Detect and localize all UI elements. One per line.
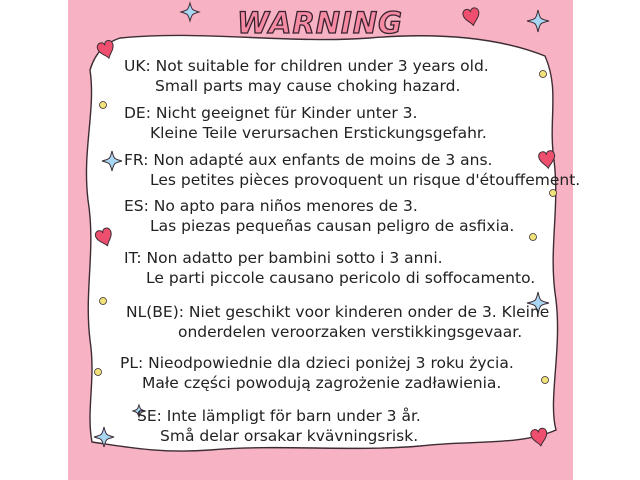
- dot-icon: [542, 377, 549, 384]
- warning-title: WARNING: [237, 6, 403, 40]
- warning-uk-line2: Small parts may cause choking hazard.: [155, 77, 461, 95]
- warning-pl-line2: Małe części powodują zagrożenie zadławienia.: [142, 374, 502, 392]
- warning-es-line2: Las piezas pequeñas causan peligro de asfixia.: [150, 217, 515, 235]
- warning-se-line2: Små delar orsakar kvävningsrisk.: [160, 427, 419, 445]
- warning-nl-line1: NL(BE): Niet geschikt voor kinderen onder de 3. Kleine: [126, 303, 550, 321]
- dot-icon: [100, 102, 107, 109]
- dot-icon: [100, 298, 107, 305]
- dot-icon: [540, 71, 547, 78]
- warning-uk-line1: UK: Not suitable for children under 3 years old.: [124, 57, 489, 75]
- warning-es-line1: ES: No apto para niños menores de 3.: [124, 197, 418, 215]
- warning-se-line1: SE: Inte lämpligt för barn under 3 år.: [137, 407, 421, 425]
- dot-icon: [550, 190, 557, 197]
- warning-it-line2: Le parti piccole causano pericolo di soffocamento.: [146, 269, 536, 287]
- dot-icon: [95, 369, 102, 376]
- warning-fr-line1: FR: Non adapté aux enfants de moins de 3 ans.: [124, 151, 493, 169]
- dot-icon: [530, 234, 537, 241]
- warning-de-line2: Kleine Teile verursachen Erstickungsgefahr.: [150, 124, 487, 142]
- warning-de-line1: DE: Nicht geeignet für Kinder unter 3.: [124, 104, 418, 122]
- warning-it-line1: IT: Non adatto per bambini sotto i 3 anni.: [124, 249, 443, 267]
- warning-fr-line2: Les petites pièces provoquent un risque d'étouffement.: [150, 171, 581, 189]
- warning-pl-line1: PL: Nieodpowiednie dla dzieci poniżej 3 roku życia.: [120, 354, 514, 372]
- warning-nl-line2: onderdelen veroorzaken verstikkingsgevaar.: [178, 323, 523, 341]
